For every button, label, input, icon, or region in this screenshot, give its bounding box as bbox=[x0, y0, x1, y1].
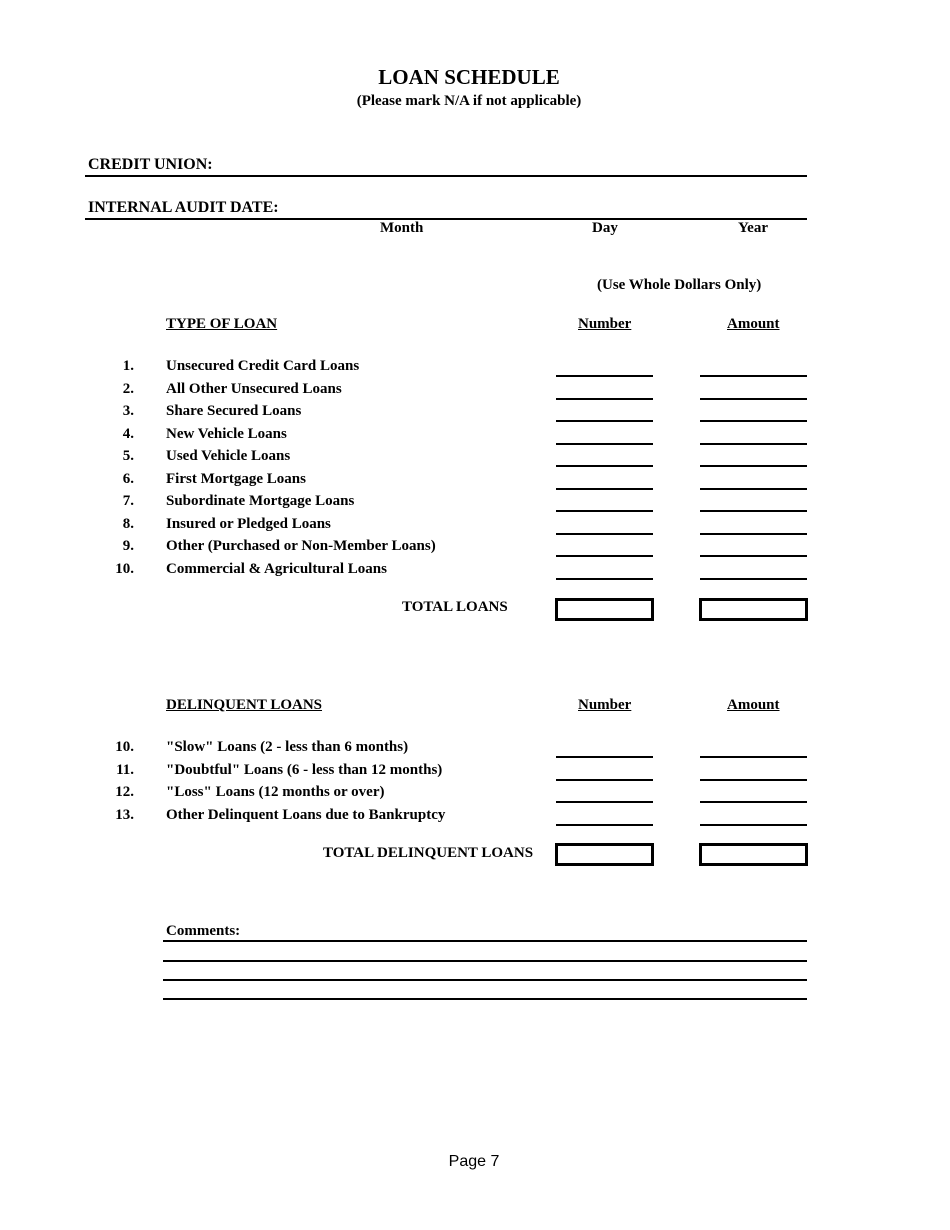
row-label: Used Vehicle Loans bbox=[166, 448, 291, 464]
row-number: 9. bbox=[122, 538, 134, 554]
number-input-line[interactable] bbox=[556, 420, 653, 422]
number-input-line[interactable] bbox=[556, 375, 653, 377]
amount-input-line[interactable] bbox=[700, 779, 807, 781]
year-label: Year bbox=[738, 220, 768, 236]
comments-line[interactable] bbox=[163, 998, 807, 1000]
row-label: Insured or Pledged Loans bbox=[166, 515, 331, 532]
row-label: New Vehicle Loans bbox=[166, 425, 287, 442]
delinquent-number-header: Number bbox=[578, 697, 632, 713]
loans-amount-header: Amount bbox=[727, 316, 780, 332]
total-loans-amount-box[interactable] bbox=[699, 598, 808, 621]
day-label: Day bbox=[592, 220, 618, 236]
number-input-line[interactable] bbox=[556, 756, 653, 758]
number-input-line[interactable] bbox=[556, 488, 653, 490]
comments-line[interactable] bbox=[163, 960, 807, 962]
audit-date-label: INTERNAL AUDIT DATE: bbox=[88, 199, 279, 216]
delinquent-amount-header: Amount bbox=[727, 697, 780, 713]
audit-date-field[interactable] bbox=[85, 218, 807, 220]
row-label: Unsecured Credit Card Loans bbox=[166, 358, 360, 374]
amount-input-line[interactable] bbox=[700, 398, 807, 400]
row-label: Subordinate Mortgage Loans bbox=[166, 493, 355, 509]
month-label: Month bbox=[380, 220, 424, 236]
row-number: 12. bbox=[115, 784, 134, 801]
row-label: Other (Purchased or Non-Member Loans) bbox=[166, 538, 436, 554]
row-label: Share Secured Loans bbox=[166, 403, 302, 419]
row-label: "Doubtful" Loans (6 - less than 12 months) bbox=[166, 761, 443, 778]
row-label: Commercial & Agricultural Loans bbox=[166, 560, 387, 577]
row-number: 11. bbox=[116, 761, 134, 778]
comments-line[interactable] bbox=[163, 979, 807, 981]
row-label: Other Delinquent Loans due to Bankruptcy bbox=[166, 806, 446, 823]
amount-input-line[interactable] bbox=[700, 375, 807, 377]
row-number: 6. bbox=[122, 470, 134, 487]
number-input-line[interactable] bbox=[556, 779, 653, 781]
amount-input-line[interactable] bbox=[700, 533, 807, 535]
row-label: "Slow" Loans (2 - less than 6 months) bbox=[166, 739, 409, 755]
row-number: 2. bbox=[122, 380, 134, 397]
total-delinquent-amount-box[interactable] bbox=[699, 843, 808, 866]
row-number: 13. bbox=[115, 806, 134, 823]
amount-input-line[interactable] bbox=[700, 443, 807, 445]
comments-line[interactable] bbox=[163, 940, 807, 942]
whole-dollars-note: (Use Whole Dollars Only) bbox=[597, 277, 762, 293]
total-loans-number-box[interactable] bbox=[555, 598, 654, 621]
row-label: First Mortgage Loans bbox=[166, 470, 306, 487]
total-loans-label: TOTAL LOANS bbox=[402, 599, 508, 615]
amount-input-line[interactable] bbox=[700, 824, 807, 826]
page-subtitle: (Please mark N/A if not applicable) bbox=[356, 93, 582, 109]
number-input-line[interactable] bbox=[556, 801, 653, 803]
amount-input-line[interactable] bbox=[700, 555, 807, 557]
row-number: 10. bbox=[115, 739, 134, 755]
number-input-line[interactable] bbox=[556, 443, 653, 445]
row-number: 8. bbox=[122, 515, 134, 532]
amount-input-line[interactable] bbox=[700, 420, 807, 422]
amount-input-line[interactable] bbox=[700, 510, 807, 512]
amount-input-line[interactable] bbox=[700, 756, 807, 758]
row-label: "Loss" Loans (12 months or over) bbox=[166, 784, 385, 801]
total-delinquent-number-box[interactable] bbox=[555, 843, 654, 866]
number-input-line[interactable] bbox=[556, 578, 653, 580]
row-number: 3. bbox=[122, 403, 134, 419]
loans-number-header: Number bbox=[578, 316, 632, 332]
row-label: All Other Unsecured Loans bbox=[166, 380, 342, 397]
row-number: 4. bbox=[122, 425, 134, 442]
amount-input-line[interactable] bbox=[700, 801, 807, 803]
total-delinquent-label: TOTAL DELINQUENT LOANS bbox=[323, 845, 534, 861]
page-title: LOAN SCHEDULE bbox=[378, 65, 560, 89]
number-input-line[interactable] bbox=[556, 824, 653, 826]
amount-input-line[interactable] bbox=[700, 578, 807, 580]
comments-label: Comments: bbox=[166, 923, 241, 939]
number-input-line[interactable] bbox=[556, 510, 653, 512]
number-input-line[interactable] bbox=[556, 555, 653, 557]
number-input-line[interactable] bbox=[556, 533, 653, 535]
number-input-line[interactable] bbox=[556, 465, 653, 467]
amount-input-line[interactable] bbox=[700, 488, 807, 490]
type-of-loan-heading: TYPE OF LOAN bbox=[166, 316, 278, 332]
row-number: 1. bbox=[122, 358, 134, 374]
credit-union-field[interactable] bbox=[85, 175, 807, 177]
credit-union-label: CREDIT UNION: bbox=[88, 156, 213, 173]
page-number: Page 7 bbox=[448, 1153, 500, 1170]
number-input-line[interactable] bbox=[556, 398, 653, 400]
row-number: 10. bbox=[115, 560, 134, 577]
row-number: 5. bbox=[122, 448, 134, 464]
delinquent-loans-heading: DELINQUENT LOANS bbox=[166, 697, 323, 713]
row-number: 7. bbox=[122, 493, 134, 509]
amount-input-line[interactable] bbox=[700, 465, 807, 467]
